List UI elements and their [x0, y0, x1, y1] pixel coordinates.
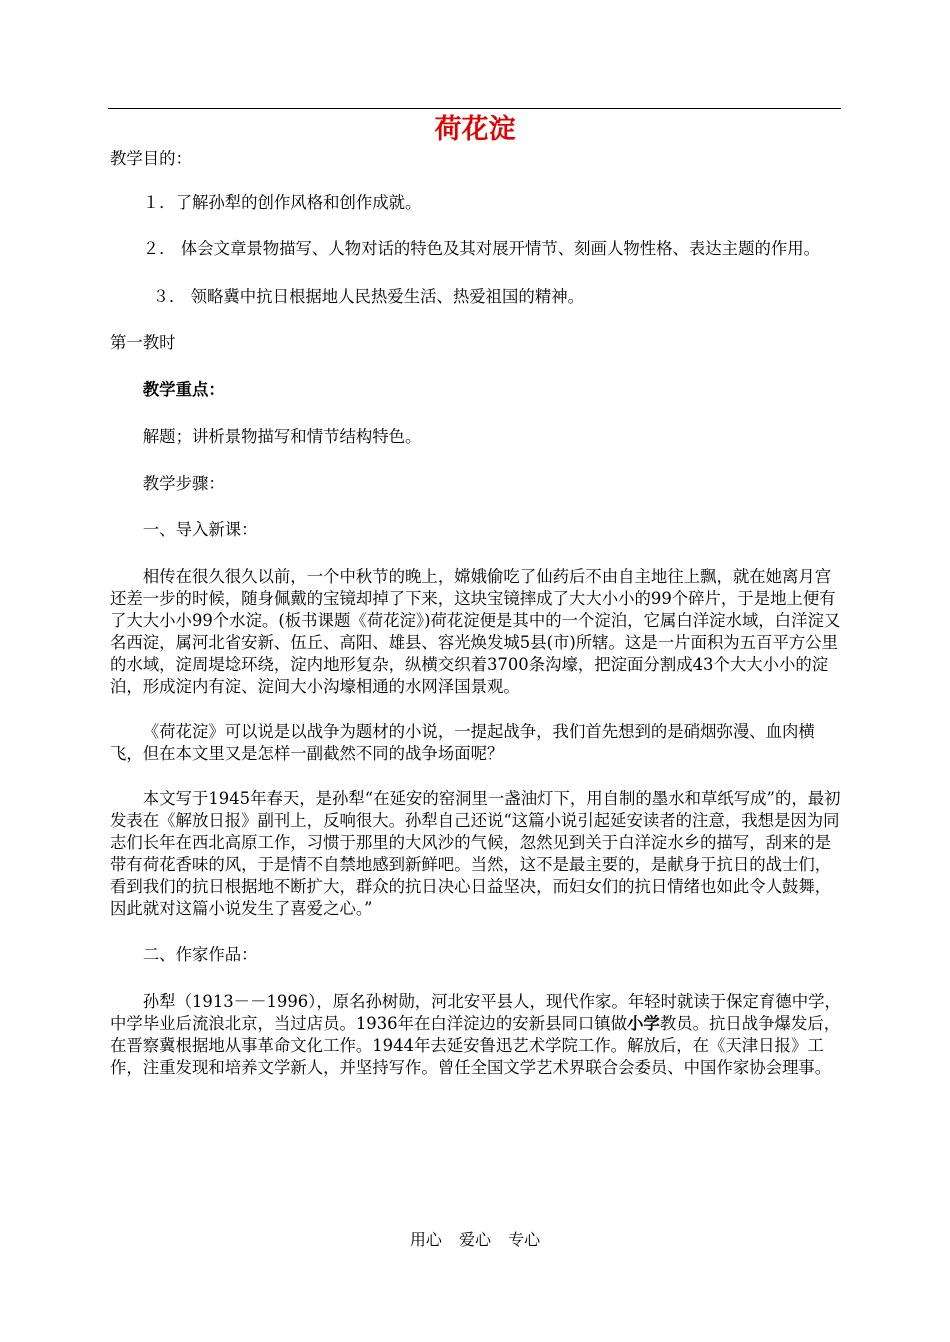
author-bio [110, 991, 845, 1079]
body-paragraph: 本文写于1945年春天，是孙犁“在延安的窑洞里一盏油灯下，用自制的墨水和草纸写成”的，最初发表在《解放日报》副刊上，反响很大。孙犁自己还说“这篇小说引起延安读者的注意，我想是因为同志们长年在西北高原工作，习惯于那里的大风沙的气候，忽然见到关于白洋淀水乡的描写，刮来的是带有荷花香味的风，于是情不自禁地感到新鲜吧。当然，这不是最主要的，是献身于抗日的战士们，看到我们的抗日根据地不断扩大，群众的抗日决心日益坚决，而妇女们的抗日情绪也如此令人鼓舞，因此就对这篇小说发生了喜爱之心。” [110, 789, 841, 918]
body-paragraph: 《荷花淀》可以说是以战争为题材的小说，一提起战争，我们首先想到的是硝烟弥漫、血肉横飞，但在本文里又是怎样一副截然不同的战争场面呢？ [110, 722, 815, 763]
objective-item: １．了解孙犁的创作风格和创作成就。 [142, 193, 422, 212]
steps-heading: 教学步骤： [142, 474, 225, 493]
objective-item: ２． 体会文章景物描写、人物对话的特色及其对展开情节、刻画人物性格、表达主题的作用。 [142, 239, 821, 258]
author-bio-bold: 小学 [627, 1014, 660, 1033]
objective-item: ３． 领略冀中抗日根据地人民热爱生活、热爱祖国的精神。 [152, 287, 584, 306]
footer-word: 用心 [409, 1230, 442, 1249]
key-points-label: 教学重点： [142, 380, 225, 399]
header-rule [108, 108, 841, 109]
document-title: 荷花淀 [434, 114, 516, 145]
section-heading: 二、作家作品： [142, 945, 258, 964]
footer-word: 专心 [508, 1230, 541, 1249]
section-heading: 一、导入新课： [142, 520, 258, 539]
author-bio-text: 孙犁（1913－－1996），原名孙树勋，河北安平县人，现代作家。年轻时就读于保定育德中学，中学毕业后流浪北京，当过店员。1936年在白洋淀边的安新县同口镇做 [110, 992, 841, 1033]
author-bio-text: 教员。抗日战争爆发后，在晋察冀根据地从事革命文化工作。1944年去延安鲁迅艺术学院工作。解放后，在《天津日报》工作，注重发现和培养文学新人，并坚持写作。曾任全国文学艺术界联合会委员、中国作家协会理事。 [110, 1014, 841, 1077]
page-footer [0, 1229, 950, 1251]
objectives-heading: 教学目的： [110, 149, 192, 168]
document-body [110, 148, 845, 1079]
lesson-heading: 第一教时 [110, 333, 176, 352]
body-paragraph: 相传在很久很久以前，一个中秋节的晚上，嫦娥偷吃了仙药后不由自主地往上飘，就在她离月宫还差一步的时候，随身佩戴的宝镜却掉了下来，这块宝镜摔成了大大小小的99个碎片，于是地上便有了大大小小99个水淀。(板书课题《荷花淀》)荷花淀便是其中的一个淀泊，它属白洋淀水域，白洋淀又名西淀，属河北省安新、伍丘、高阳、雄县、容光焕发城5县(市)所辖。这是一片面积为五百平方公里的水域，淀周堤埝环绕，淀内地形复杂，纵横交织着3700条沟壕，把淀面分割成43个大大小小的淀泊，形成淀内有淀、淀间大小沟壕相通的水网泽国景观。 [110, 567, 841, 696]
key-points: 解题；讲析景物描写和情节结构特色。 [142, 427, 422, 446]
footer-word: 爱心 [458, 1230, 491, 1249]
